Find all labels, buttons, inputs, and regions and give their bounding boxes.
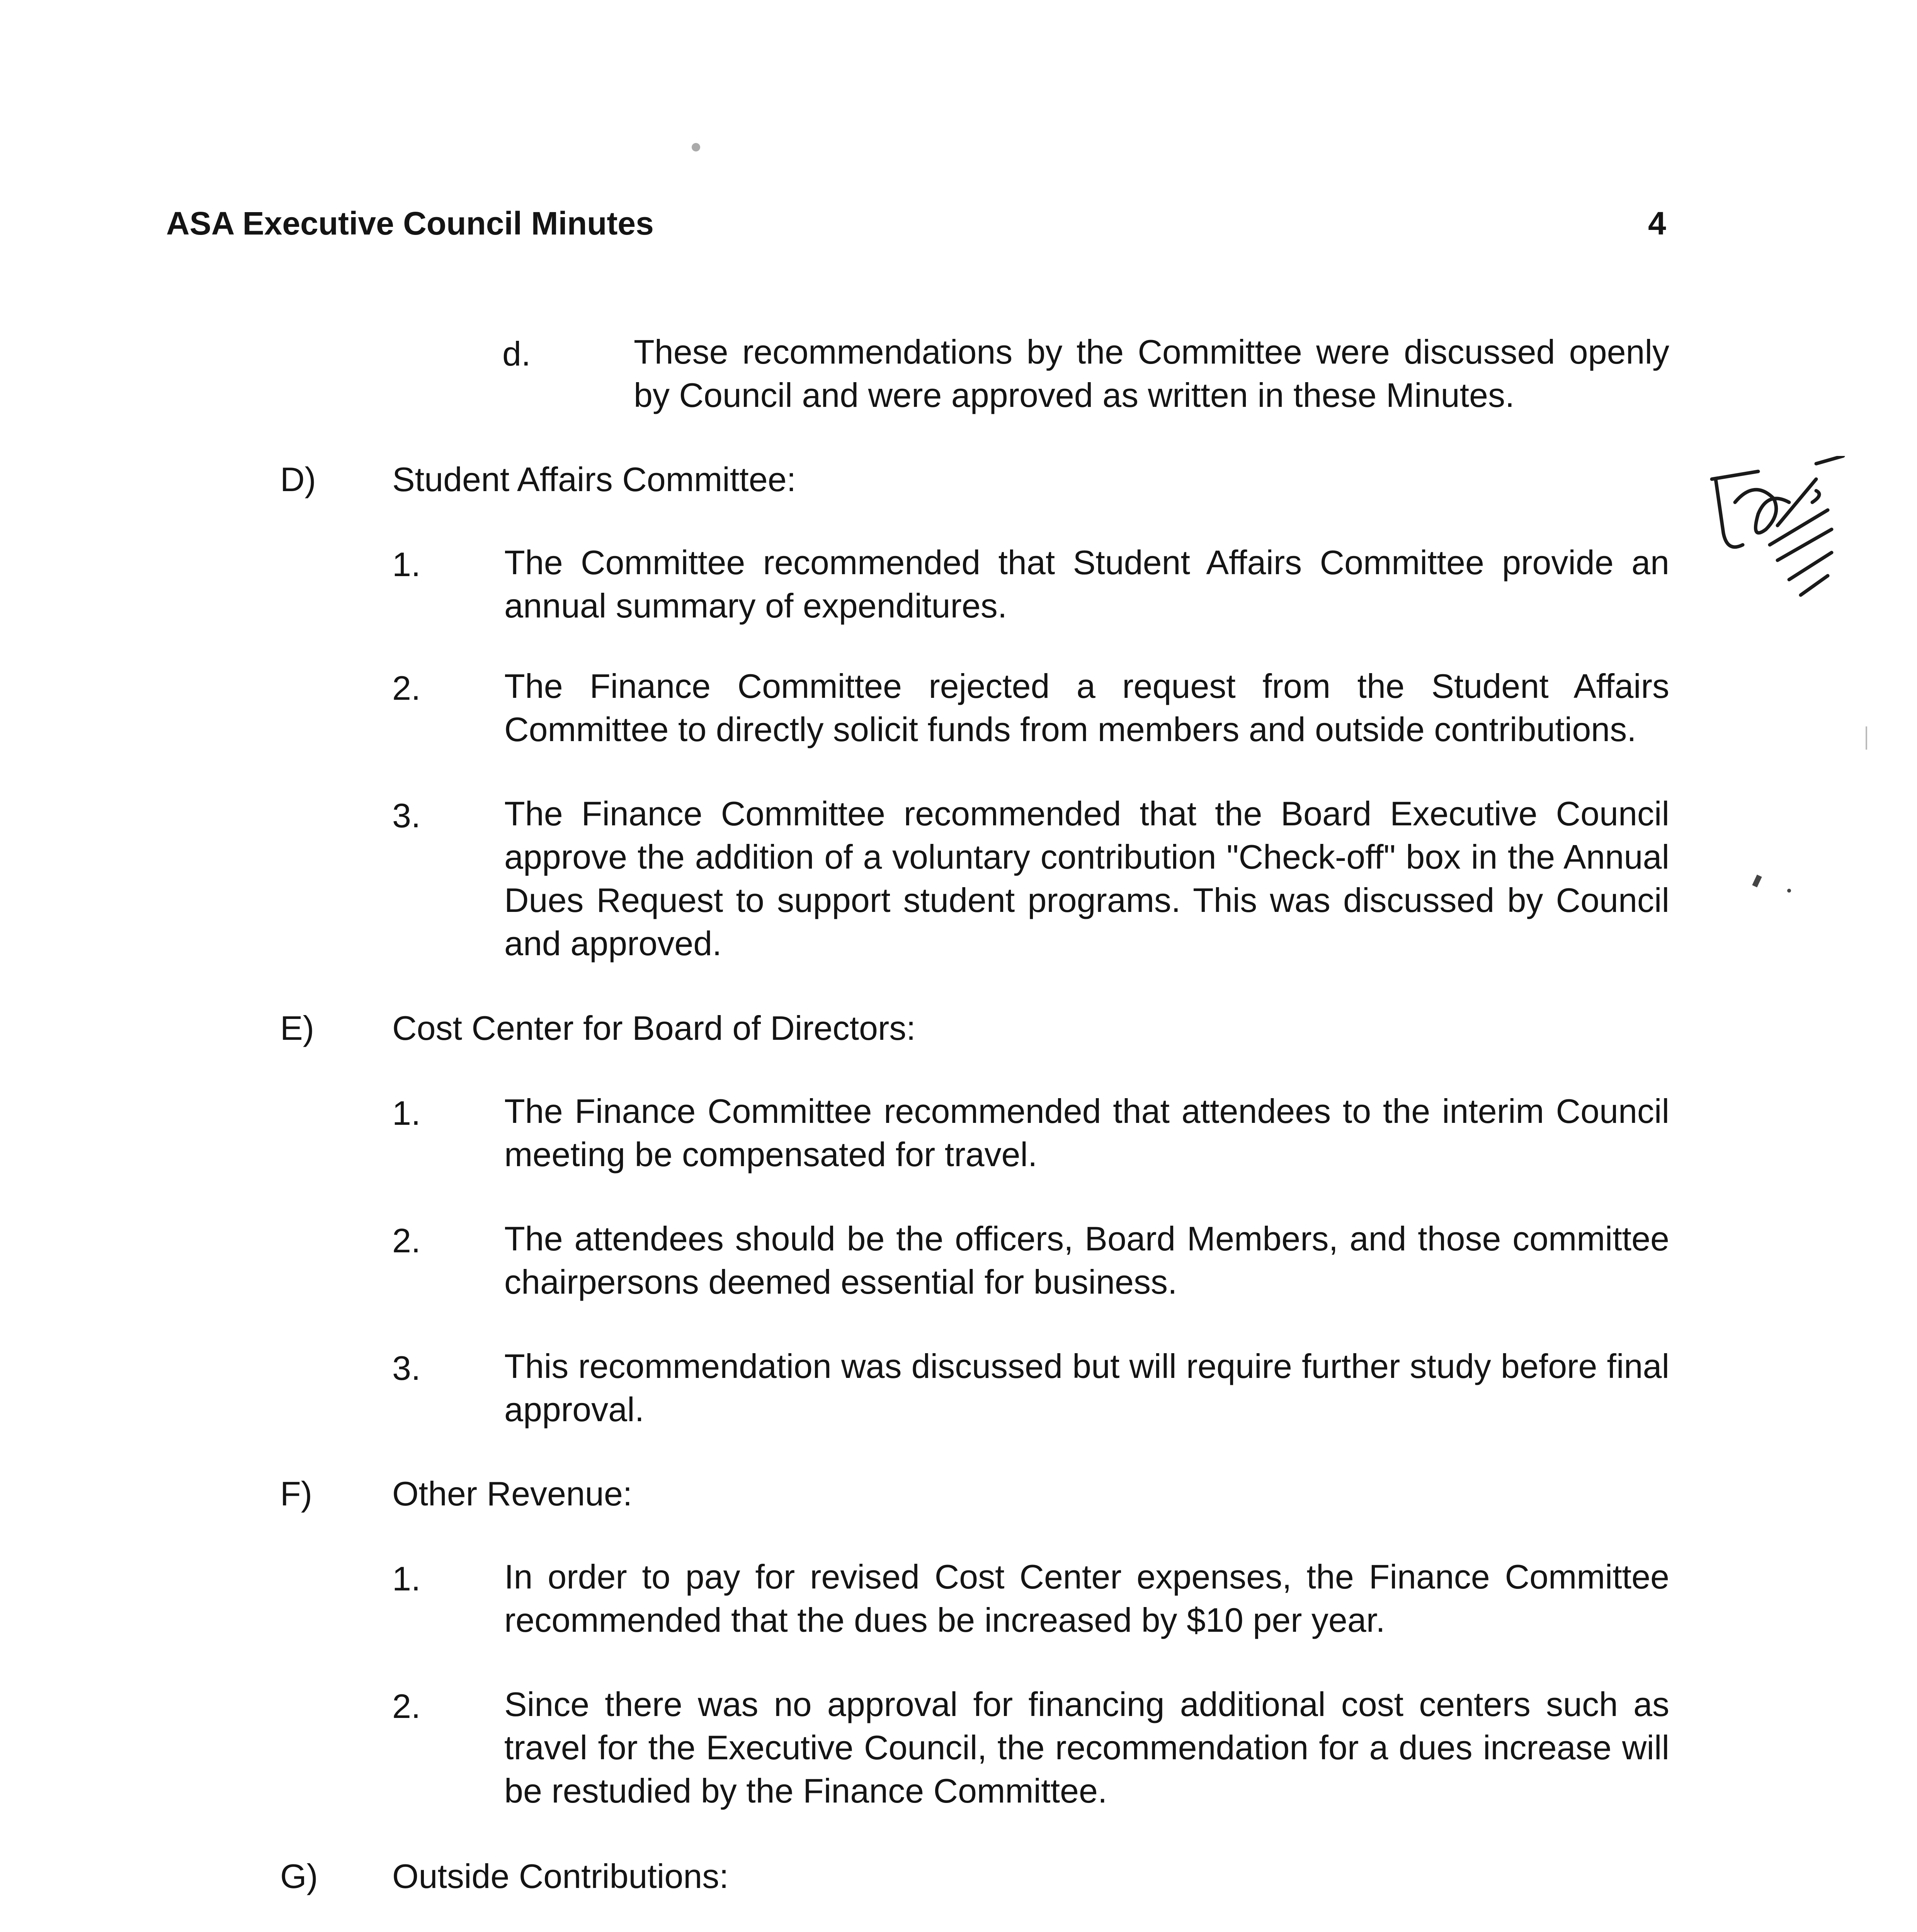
handwritten-initials-mark (1700, 456, 1847, 618)
section-f-letter: F) (280, 1475, 313, 1513)
section-d-item-3-text: The Finance Committee recommended that the Board Executive Council approve the addition of a voluntary contribution "Check-off" box in the Annual Dues Request to support student programs. This was discussed by Council and approved. (504, 794, 1669, 963)
section-d-item-3-num: 3. (392, 796, 421, 835)
page-number: 4 (1648, 205, 1666, 242)
scan-speck (692, 143, 700, 151)
scan-speck (1752, 874, 1762, 887)
section-d-letter: D) (280, 460, 316, 498)
section-d-item-2-num: 2. (392, 669, 421, 707)
section-d-item-1-num: 1. (392, 545, 421, 583)
section-f-item-2-num: 2. (392, 1687, 421, 1725)
scan-speck (1866, 726, 1867, 750)
section-e-title: Cost Center for Board of Directors: (392, 1009, 916, 1047)
scan-speck (1787, 889, 1791, 893)
header-title: ASA Executive Council Minutes (166, 205, 654, 242)
section-d-item-1-text: The Committee recommended that Student Affairs Committee provide an annual summary of expenditures. (504, 543, 1669, 625)
item-d-label: d. (502, 335, 531, 373)
section-f-item-2-text: Since there was no approval for financing additional cost centers such as travel for the Executive Council, the recommendation for a dues increase will be restudied by the Finance Committee. (504, 1685, 1669, 1810)
section-e-item-1-text: The Finance Committee recommended that attendees to the interim Council meeting be compensated for travel. (504, 1092, 1669, 1173)
section-g-title: Outside Contributions: (392, 1857, 729, 1895)
section-f-title: Other Revenue: (392, 1475, 633, 1513)
section-e-item-2-num: 2. (392, 1221, 421, 1260)
section-e-item-2-text: The attendees should be the officers, Board Members, and those committee chairpersons deemed essential for business. (504, 1219, 1669, 1301)
section-e-item-3-num: 3. (392, 1349, 421, 1387)
item-d-text: These recommendations by the Committee were discussed openly by Council and were approved as written in these Minutes. (634, 333, 1669, 414)
section-e-letter: E) (280, 1009, 314, 1047)
section-e-item-3-text: This recommendation was discussed but will require further study before final approval. (504, 1347, 1669, 1429)
section-f-item-1-text: In order to pay for revised Cost Center expenses, the Finance Committee recommended that the dues be increased by $10 per year. (504, 1558, 1669, 1639)
section-e-item-1-num: 1. (392, 1094, 421, 1132)
section-f-item-1-num: 1. (392, 1560, 421, 1598)
section-g-letter: G) (280, 1857, 318, 1895)
section-d-item-2-text: The Finance Committee rejected a request from the Student Affairs Committee to directly solicit funds from members and outside contributions. (504, 667, 1669, 748)
section-d-title: Student Affairs Committee: (392, 460, 796, 498)
